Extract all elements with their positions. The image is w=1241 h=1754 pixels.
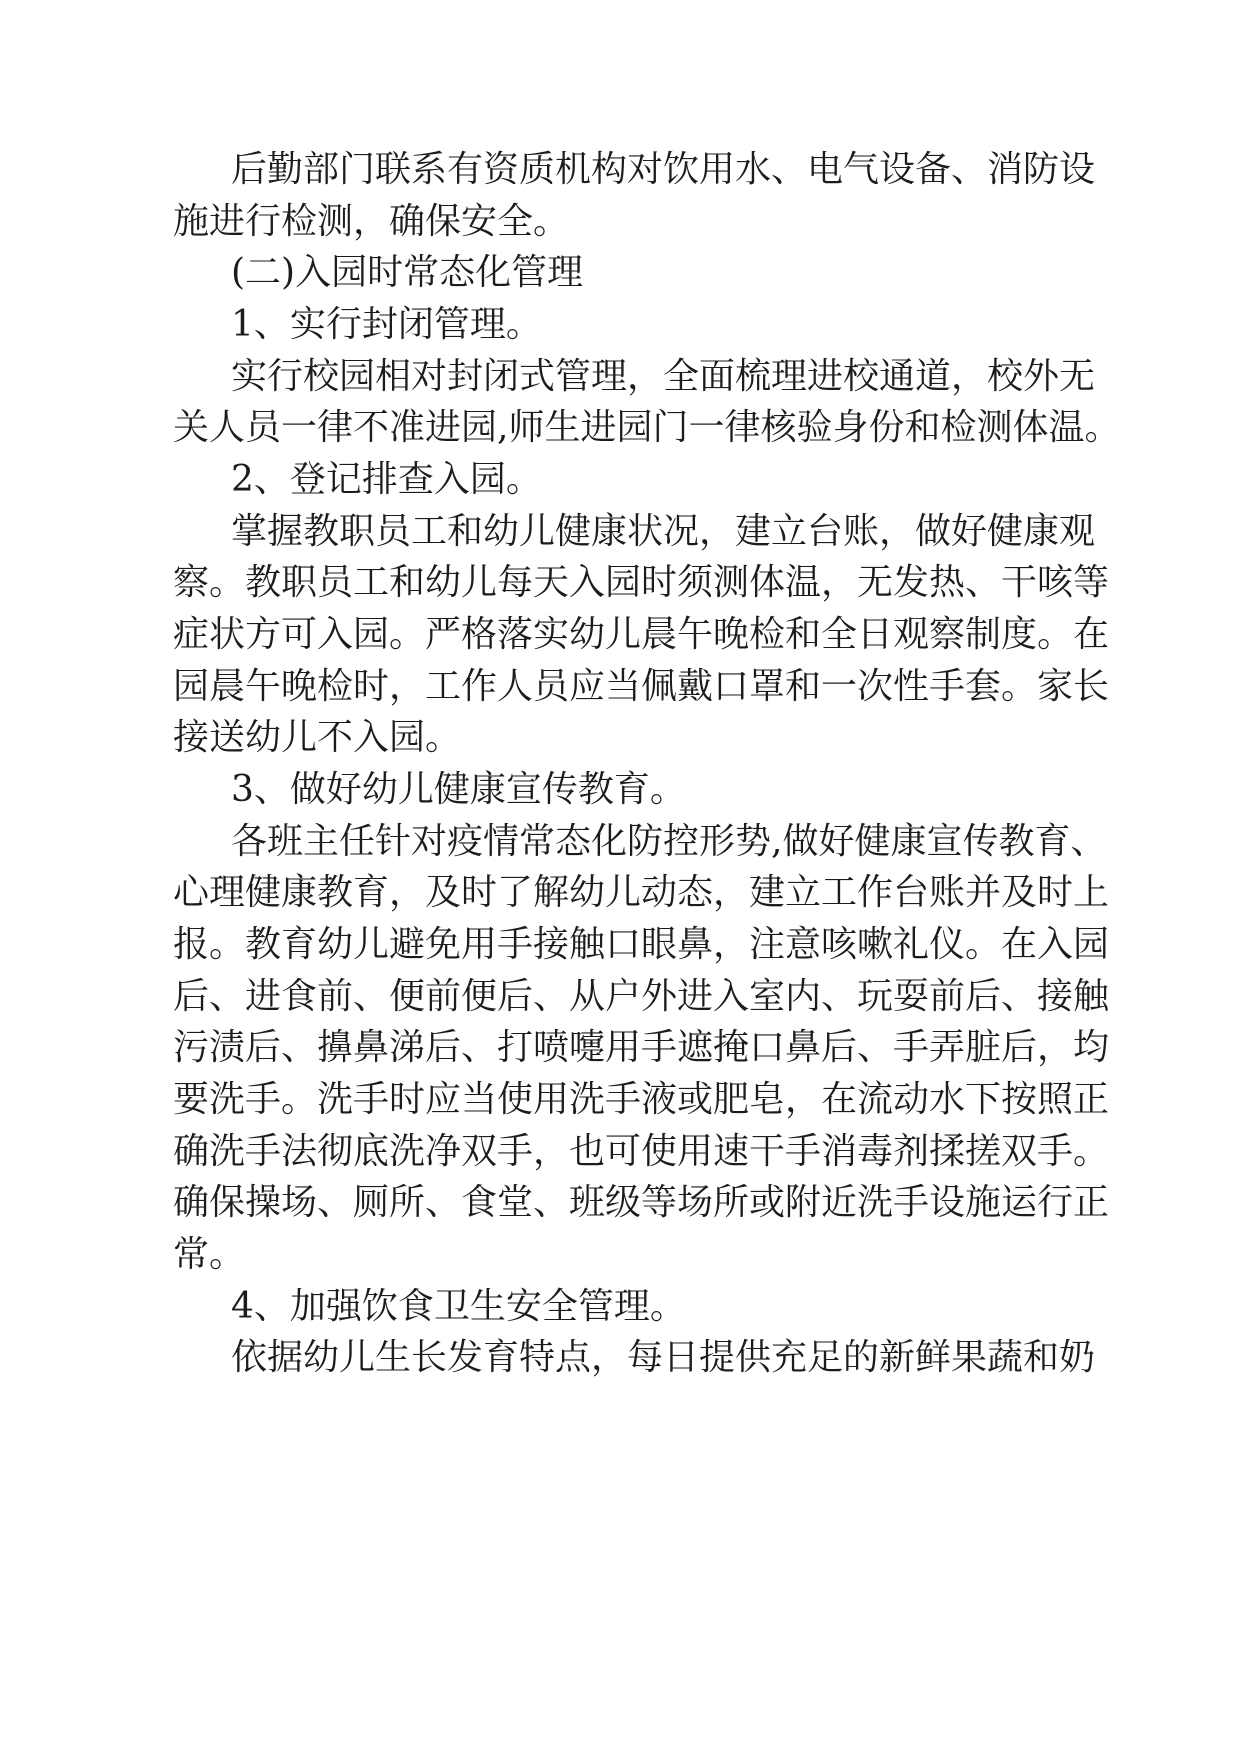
text-line: 后勤部门联系有资质机构对饮用水、电气设备、消防设 — [231, 149, 1096, 190]
text-line: 依据幼儿生长发育特点，每日提供充足的新鲜果蔬和奶 — [231, 1337, 1096, 1378]
text-line: 施进行检测，确保安全。 — [173, 201, 570, 242]
text-line: 关人员一律不准进园,师生进园门一律核验身份和检测体温。 — [173, 407, 1121, 448]
text-line: 确保操场、厕所、食堂、班级等场所或附近洗手设施运行正 — [173, 1182, 1110, 1223]
text-line: 实行校园相对封闭式管理，全面梳理进校通道，校外无 — [231, 356, 1096, 397]
text-line: 园晨午晚检时，工作人员应当佩戴口罩和一次性手套。家长 — [173, 666, 1110, 707]
text-line: 要洗手。洗手时应当使用洗手液或肥皂，在流动水下按照正 — [173, 1079, 1110, 1120]
subsection-heading: 2、登记排查入园。 — [231, 459, 542, 500]
text-line: 常。 — [173, 1234, 246, 1275]
text-line: 污渍后、擤鼻涕后、打喷嚏用手遮掩口鼻后、手弄脏后，均 — [173, 1027, 1110, 1068]
subsection-heading: 4、加强饮食卫生安全管理。 — [231, 1286, 686, 1327]
text-line: 报。教育幼儿避免用手接触口眼鼻，注意咳嗽礼仪。在入园 — [173, 924, 1110, 965]
subsection-heading: 3、做好幼儿健康宣传教育。 — [231, 769, 686, 810]
text-line: 症状方可入园。严格落实幼儿晨午晚检和全日观察制度。在 — [173, 614, 1110, 655]
text-line: 后、进食前、便前便后、从户外进入室内、玩耍前后、接触 — [173, 976, 1110, 1017]
text-line: 确洗手法彻底洗净双手，也可使用速干手消毒剂揉搓双手。 — [173, 1131, 1110, 1172]
text-line: 接送幼儿不入园。 — [173, 717, 462, 758]
text-line: 各班主任针对疫情常态化防控形势,做好健康宣传教育、 — [231, 821, 1107, 862]
text-line: 察。教职员工和幼儿每天入园时须测体温，无发热、干咳等 — [173, 562, 1110, 603]
text-line: 心理健康教育，及时了解幼儿动态，建立工作台账并及时上 — [173, 872, 1110, 913]
subsection-heading: 1、实行封闭管理。 — [231, 304, 542, 345]
section-heading: (二)入园时常态化管理 — [231, 252, 584, 293]
text-line: 掌握教职员工和幼儿健康状况，建立台账，做好健康观 — [231, 511, 1096, 552]
